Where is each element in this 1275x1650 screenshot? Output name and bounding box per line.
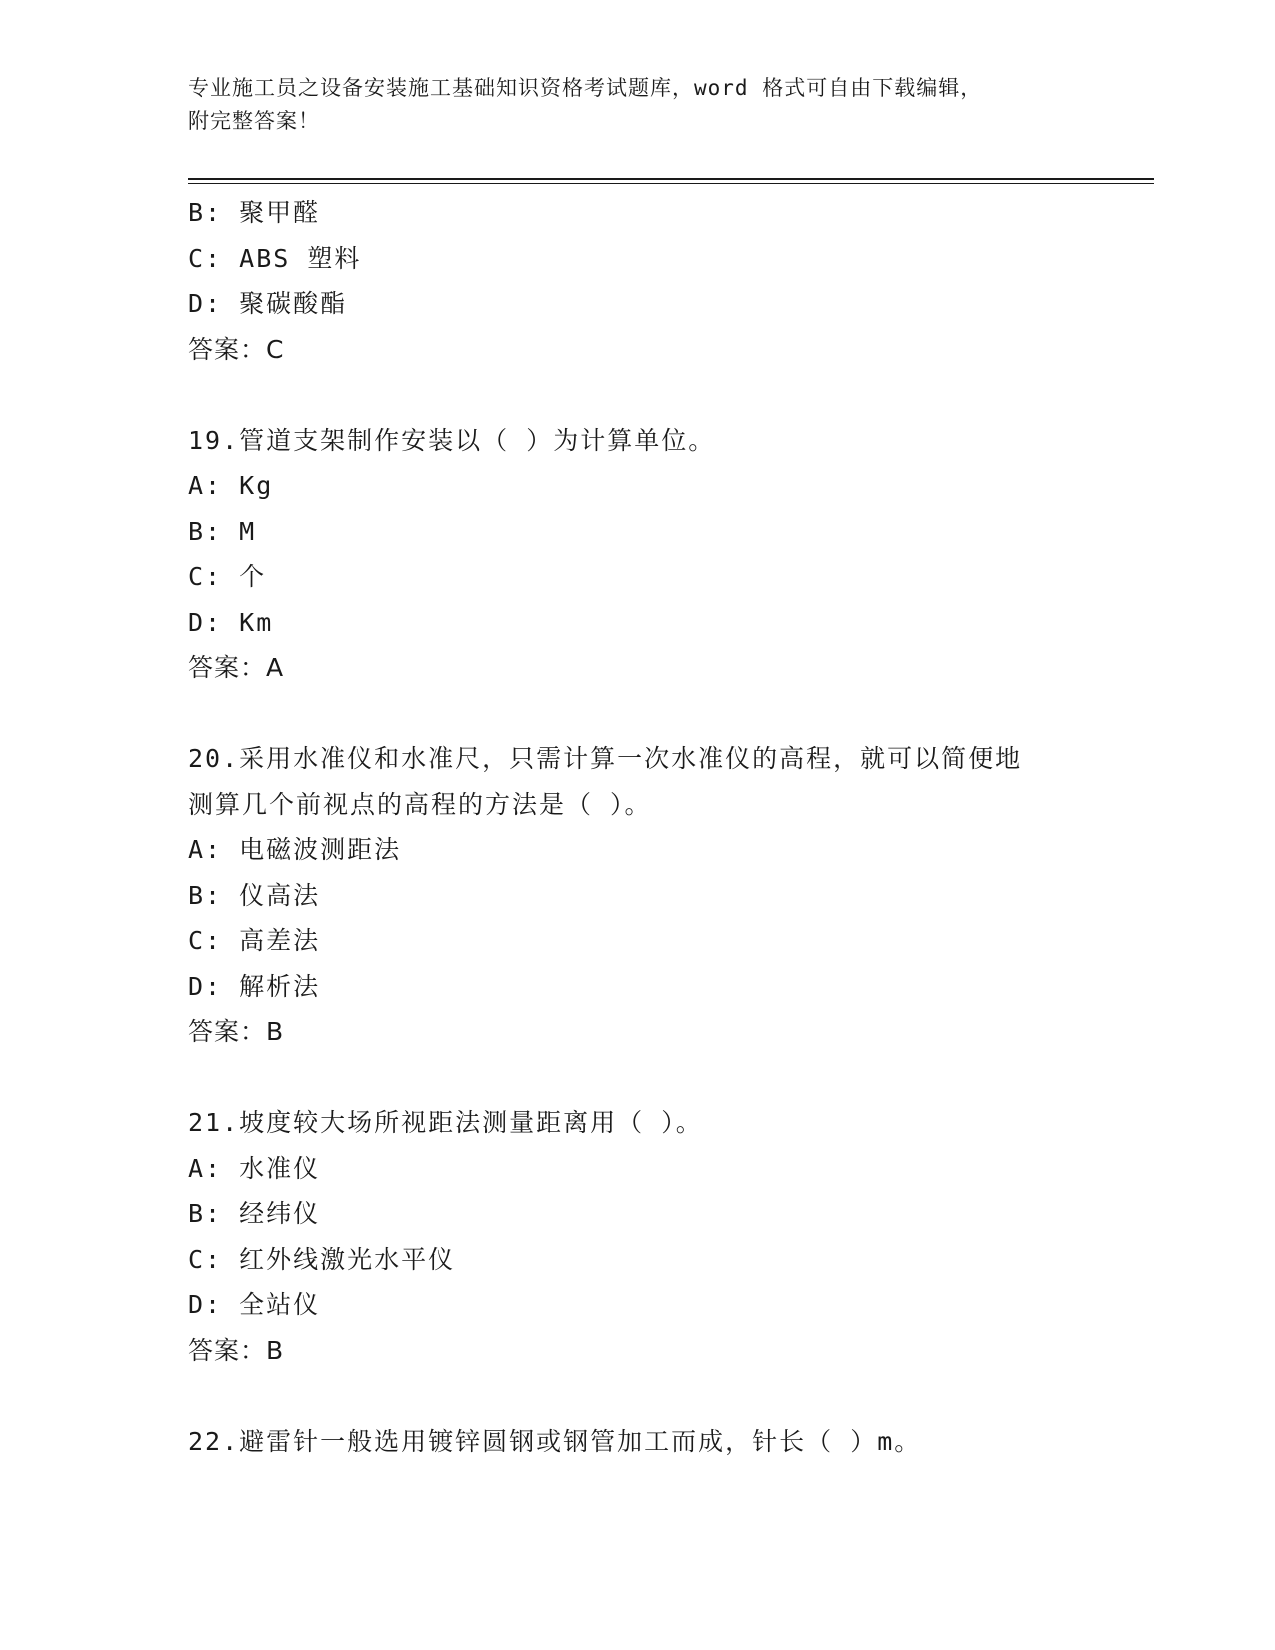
answer-line: 答案：A — [188, 653, 285, 682]
option-d: D: Km — [188, 607, 274, 637]
option-a: A: Kg — [188, 471, 274, 500]
question-block-19 — [188, 418, 1088, 691]
answer-line: 答案：C — [188, 334, 285, 364]
option-b: B: M — [188, 516, 257, 546]
option-c: C: 个 — [188, 562, 267, 591]
question-block-22 — [188, 1419, 1088, 1465]
page-header — [188, 72, 1088, 138]
option-a: A: 水准仪 — [188, 1153, 321, 1183]
question-text-continued: 测算几个前视点的高程的方法是（ ）。 — [188, 789, 652, 819]
question-block-18 — [188, 190, 1088, 372]
question-block-21 — [188, 1100, 1088, 1373]
header-line-1: 专业施工员之设备安装施工基础知识资格考试题库，word 格式可自由下载编辑， — [188, 76, 983, 100]
option-b: B: 仪高法 — [188, 880, 321, 910]
option-b: B: 聚甲醛 — [188, 198, 321, 227]
header-divider-thin — [188, 183, 1154, 184]
option-d: D: 解析法 — [188, 971, 321, 1001]
question-text: 20.采用水准仪和水准尺，只需计算一次水准仪的高程，就可以简便地 — [188, 744, 1023, 773]
option-d: D: 全站仪 — [188, 1290, 321, 1319]
question-block-20 — [188, 736, 1088, 1055]
question-list — [188, 190, 1088, 1464]
option-c: C: 红外线激光水平仪 — [188, 1244, 456, 1274]
answer-line: 答案：B — [188, 1017, 285, 1046]
option-d: D: 聚碳酸酯 — [188, 289, 348, 318]
header-line-2: 附完整答案！ — [188, 109, 320, 133]
header-divider-thick — [188, 178, 1154, 180]
answer-line: 答案：B — [188, 1335, 285, 1365]
question-text: 21.坡度较大场所视距法测量距离用（ ）。 — [188, 1108, 703, 1137]
option-c: C: 高差法 — [188, 926, 321, 955]
question-text: 19.管道支架制作安装以（ ）为计算单位。 — [188, 425, 716, 455]
option-b: B: 经纬仪 — [188, 1199, 321, 1228]
option-c: C: ABS 塑料 — [188, 243, 362, 273]
question-text: 22.避雷针一般选用镀锌圆钢或钢管加工而成，针长（ ）m。 — [188, 1426, 922, 1456]
option-a: A: 电磁波测距法 — [188, 835, 402, 864]
